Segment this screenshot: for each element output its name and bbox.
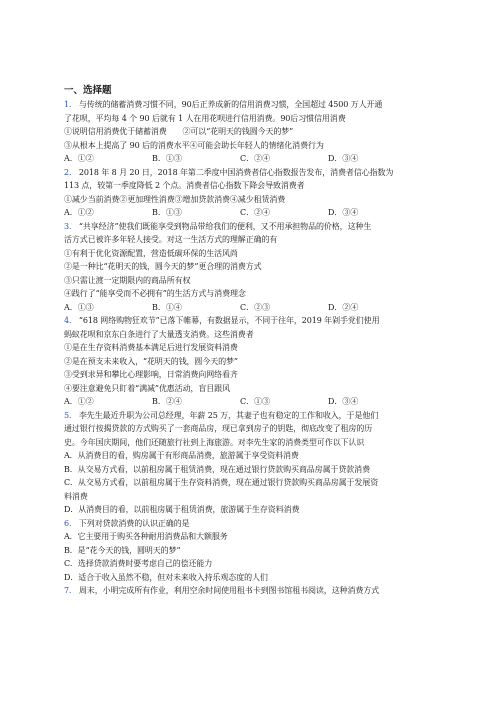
question-number: 3． [64, 221, 77, 231]
question-line: 113 点，较第一季度降低 2 个点。消费者信心指数下降会导致消费者 [64, 181, 305, 190]
question-stem: 2018 年 8 月 20 日，2018 年第二季度中国消费者信心指数报告发布，消费者信心指数为 [78, 167, 394, 177]
question-7 [64, 584, 466, 598]
option-b: B．①③ [152, 208, 182, 217]
question-1 [64, 98, 466, 166]
question-line [64, 98, 466, 112]
question-line: ②是在预支未来收入，“花明天的钱，圆今天的梦” [64, 356, 238, 366]
option-c: C．①③ [240, 397, 271, 406]
question-2 [64, 166, 466, 220]
answer-options [64, 152, 466, 166]
question-line: ①减少当前消费②更加理性消费③增加贷款消费④减少租赁消费 [64, 194, 286, 204]
option-a: A．①② [64, 397, 94, 406]
question-3 [64, 220, 466, 315]
option-d: D．③④ [328, 397, 359, 406]
option-b: B．①④ [152, 302, 182, 312]
question-5 [64, 409, 466, 517]
option-d: D．②④ [328, 302, 359, 312]
question-line: 蚂蚁花呗和京东白条进行了大量透支消费。这些消费者 [64, 329, 254, 339]
option-d: D．从消费目的看，以前租房属于租赁消费，旅游属于生存资料消费 [64, 505, 300, 514]
answer-options [64, 301, 466, 315]
option-a: A．从消费目的看，购房属于有形商品消费，旅游属于享受资料消费 [64, 451, 299, 460]
question-line: ④践行了“能享受而不必拥有”的生活方式与消费理念 [64, 289, 246, 298]
option-c: C．②④ [240, 208, 271, 217]
answer-options [64, 206, 466, 220]
section-title: 一、选择题 [64, 85, 112, 96]
question-number: 4． [64, 316, 77, 325]
option-b: B．②④ [152, 397, 182, 406]
option-d: D．适合于收入虽然不稳，但对未来收入持乐观态度的人们 [64, 572, 268, 582]
option-a: A．①② [64, 154, 94, 163]
question-line: 了花呗，平均每 4 个 90 后就有 1 人在用花呗进行信用消费。90后习惯信用消费 [64, 113, 346, 123]
question-number: 6． [64, 518, 77, 528]
question-line: ①有利于优化资源配置，营造低碳环保的生活风尚 [64, 248, 238, 258]
option-d: D．③④ [328, 208, 359, 217]
option-a: A．①② [64, 208, 94, 217]
option-a: A．①③ [64, 302, 94, 312]
question-number: 5． [64, 410, 77, 420]
question-stem: “共享经济”使我们既能享受到物品带给我们的便利，又不用承担物品的价格，这种生 [78, 221, 372, 231]
question-line: 史。今年国庆期间，他们还随旅行社到上海旅游。对李先生家的消费类型可作以下认识 [64, 437, 365, 447]
question-line: ④要注意避免只盯着“满减”优惠活动，盲目跟风 [64, 383, 230, 393]
question-line [64, 409, 466, 423]
question-line: ①说明信用消费优于储蓄消费 ②可以“花明天的钱圆今天的梦” [64, 127, 294, 136]
question-4 [64, 314, 466, 409]
question-line: 活方式已被许多年轻人接受。对这一生活方式的理解正确的有 [64, 235, 278, 244]
question-number: 2． [64, 167, 77, 177]
option-c: C．②③ [240, 302, 271, 312]
question-line: ③只需让渡一定期限内的商品所有权 [64, 275, 191, 285]
question-line [64, 517, 466, 531]
question-stem: 周末，小明完成所有作业，利用空余时间使用租书卡到图书馆租书阅读，这种消费方式 [78, 586, 380, 595]
option-c: C．选择贷款消费时要考虑自己的偿还能力 [64, 559, 213, 568]
question-line: ②是一种比“花明天的钱，圆今天的梦”更合理的消费方式 [64, 262, 262, 271]
question-line: ③从根本上提高了 90 后的消费水平④可能会助长年轻人的情绪化消费行为 [64, 140, 324, 150]
option-b: B．①③ [152, 154, 182, 163]
question-stem: 与传统的储蓄消费习惯不同，90后正养成新的信用消费习惯，全国超过 4500 万人开通 [78, 100, 383, 109]
option-c: C．从交易方式看，以前租房属于生存资料消费，现在通过银行贷款购买商品房属于发展资 [64, 478, 379, 487]
option-c: C．②④ [240, 154, 271, 163]
option-c-continued: 料消费 [64, 491, 88, 501]
question-line [64, 584, 466, 598]
question-stem: 下列对贷款消费的认识正确的是 [78, 518, 190, 528]
question-stem: 李先生最近升职为公司总经理，年薪 25 万，其妻子也有稳定的工作和收入，于是他们 [78, 410, 379, 420]
question-6 [64, 517, 466, 585]
option-b: B．从交易方式看，以前租房属于租赁消费，现在通过银行贷款购买商品房属于贷款消费 [64, 464, 370, 474]
question-line: ①是在生存资料消费基本满足后进行发展资料消费 [64, 343, 238, 352]
question-line [64, 314, 466, 328]
answer-options [64, 395, 466, 409]
option-a: A．它主要用于购买各种耐用消费品和大额服务 [64, 532, 228, 541]
option-b: B．是“花今天的钱，圆明天的梦” [64, 545, 181, 555]
option-d: D．③④ [328, 154, 359, 163]
question-number: 1． [64, 100, 77, 109]
question-line [64, 220, 466, 234]
question-number: 7． [64, 586, 77, 595]
question-line: 通过银行按揭贷款的方式购买了一套商品房，现已拿到房子的钥匙，彻底改变了租房的历 [64, 424, 373, 433]
question-line [64, 166, 466, 180]
question-stem: “618 网络购物狂欢节”已落下帷幕，有数据显示，不同于往年，2019 年剁手党们使用 [78, 316, 380, 325]
question-line: ③受到求异和攀比心理影响，日常消费向网络看齐 [64, 370, 238, 379]
